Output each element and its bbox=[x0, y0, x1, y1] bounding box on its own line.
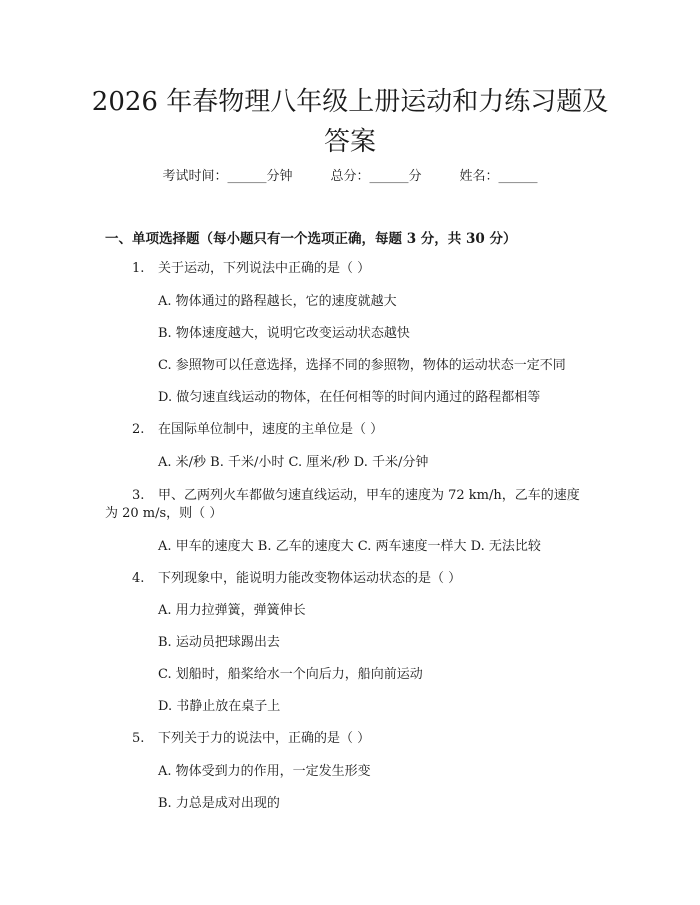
question-3-continuation: 为 20 m/s，则（ ） bbox=[105, 506, 223, 521]
score-label: 总分： bbox=[330, 169, 370, 184]
question-text: 关于运动，下列说法中正确的是（ ） bbox=[158, 261, 371, 276]
document-title bbox=[60, 82, 640, 162]
question-text: 下列现象中，能说明力能改变物体运动状态的是（ ） bbox=[158, 571, 462, 586]
time-unit: 分钟 bbox=[266, 169, 293, 184]
question-text: 在国际单位制中，速度的主单位是（ ） bbox=[158, 422, 384, 437]
time-blank: ______ bbox=[227, 169, 267, 184]
question-5-option-b: B. 力总是成对出现的 bbox=[158, 796, 280, 811]
question-1-option-a: A. 物体通过的路程越长，它的速度就越大 bbox=[158, 294, 397, 309]
name-label: 姓名： bbox=[459, 169, 499, 184]
question-5-option-a: A. 物体受到力的作用，一定发生形变 bbox=[158, 764, 371, 779]
question-text: 甲、乙两列火车都做匀速直线运动，甲车的速度为 72 km/h，乙车的速度 bbox=[158, 488, 580, 503]
time-label: 考试时间： bbox=[162, 169, 228, 184]
exam-info bbox=[0, 167, 700, 187]
question-4-option-d: D. 书静止放在桌子上 bbox=[158, 699, 281, 714]
name-blank: ______ bbox=[498, 169, 538, 184]
question-1 bbox=[132, 259, 370, 279]
score-blank: ______ bbox=[369, 169, 409, 184]
title-line-2: 答案 bbox=[323, 127, 376, 157]
question-3 bbox=[132, 486, 580, 506]
question-number: 5. bbox=[132, 731, 145, 746]
question-text: 下列关于力的说法中，正确的是（ ） bbox=[158, 731, 371, 746]
section-1-title: 一、单项选择题（每小题只有一个选项正确，每题 3 分，共 30 分） bbox=[105, 231, 517, 247]
question-number: 4. bbox=[132, 571, 145, 586]
question-4-option-b: B. 运动员把球踢出去 bbox=[158, 635, 280, 650]
question-number: 2. bbox=[132, 422, 145, 437]
question-3-options: A. 甲车的速度大 B. 乙车的速度大 C. 两车速度一样大 D. 无法比较 bbox=[158, 539, 541, 554]
question-1-option-c: C. 参照物可以任意选择，选择不同的参照物，物体的运动状态一定不同 bbox=[158, 358, 566, 373]
question-4 bbox=[132, 569, 461, 589]
question-number: 1. bbox=[132, 261, 145, 276]
question-4-option-a: A. 用力拉弹簧，弹簧伸长 bbox=[158, 603, 306, 618]
score-unit: 分 bbox=[408, 169, 422, 184]
question-1-option-b: B. 物体速度越大，说明它改变运动状态越快 bbox=[158, 326, 410, 341]
question-2-options: A. 米/秒 B. 千米/小时 C. 厘米/秒 D. 千米/分钟 bbox=[158, 455, 429, 470]
title-line-1: 2026 年春物理八年级上册运动和力练习题及 bbox=[91, 87, 609, 117]
question-4-option-c: C. 划船时，船桨给水一个向后力，船向前运动 bbox=[158, 667, 423, 682]
question-2 bbox=[132, 420, 383, 440]
question-number: 3. bbox=[132, 488, 145, 503]
question-5 bbox=[132, 729, 370, 749]
question-1-option-d: D. 做匀速直线运动的物体，在任何相等的时间内通过的路程都相等 bbox=[158, 390, 541, 405]
